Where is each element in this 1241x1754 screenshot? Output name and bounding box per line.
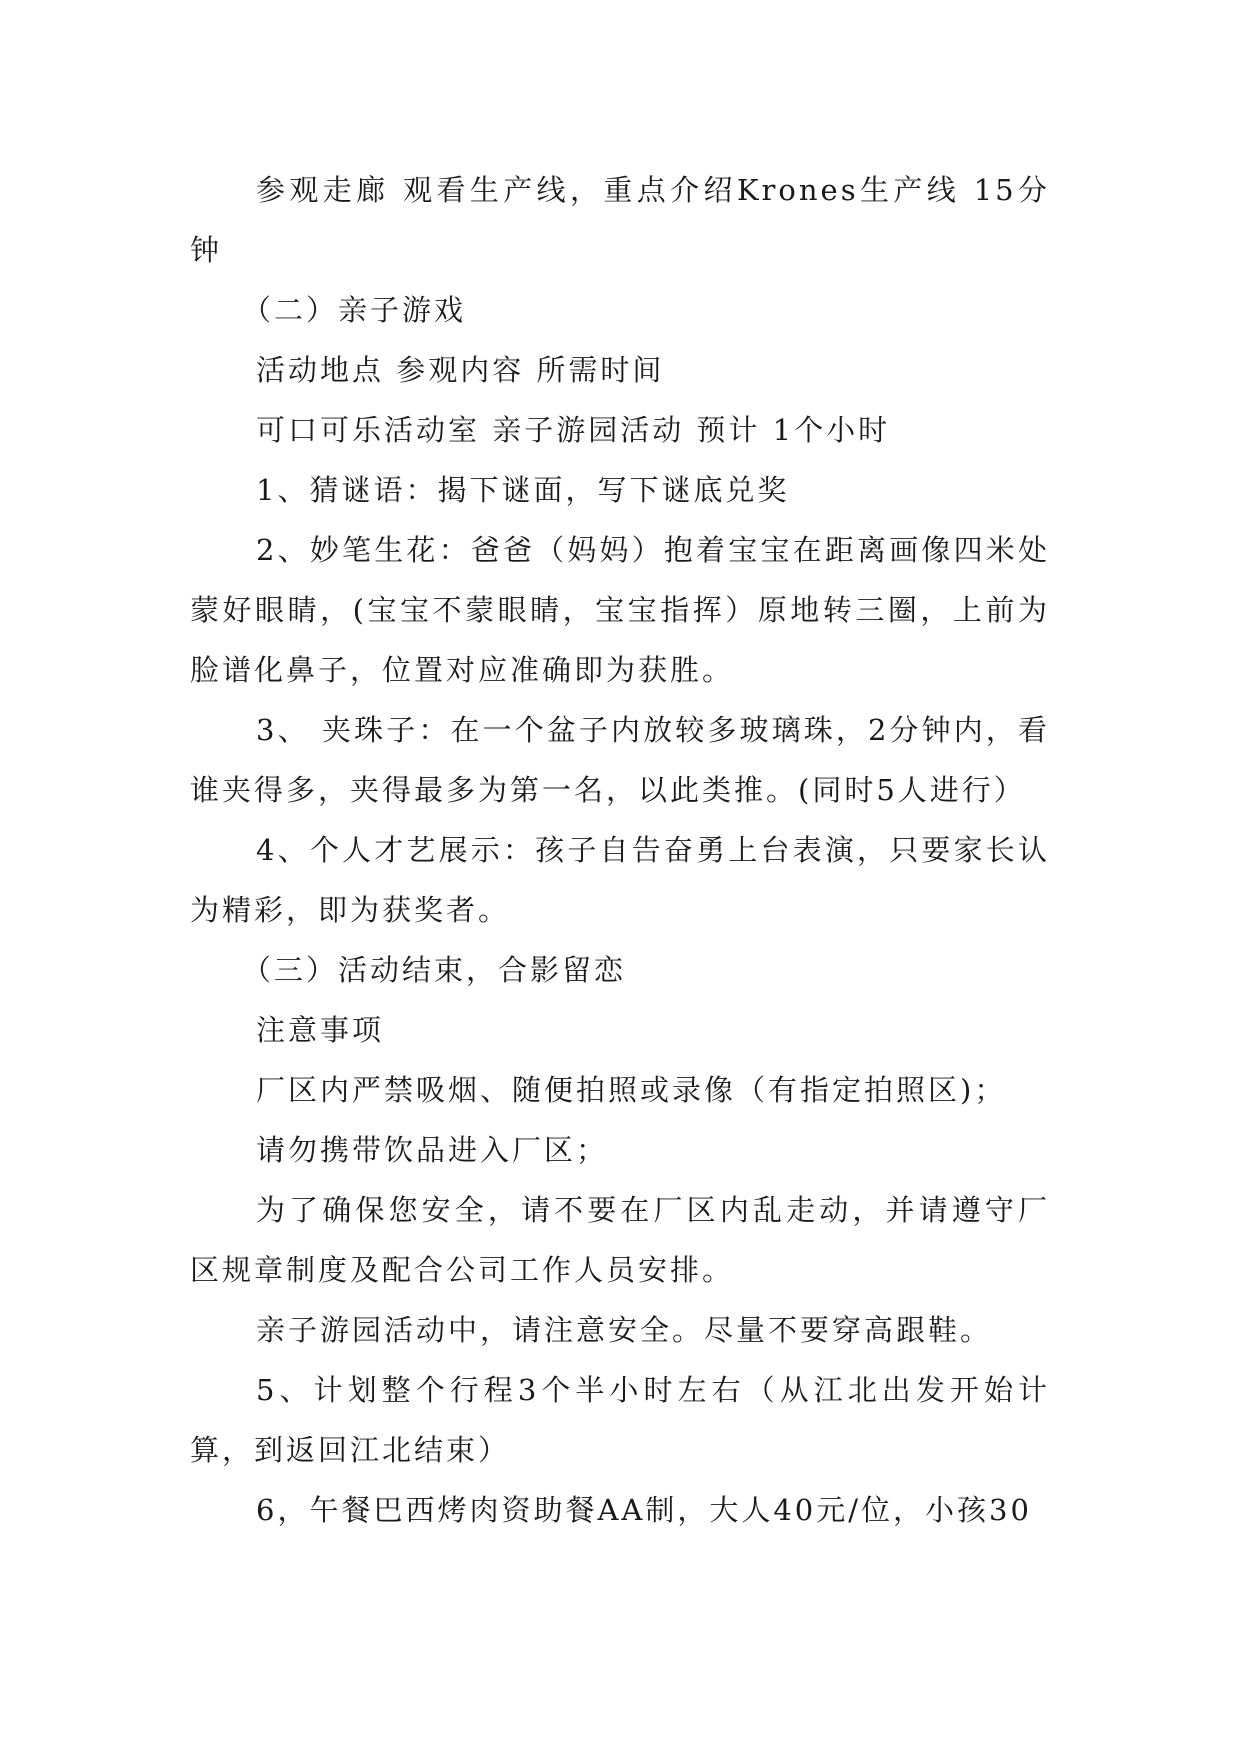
activity-table-header: 活动地点 参观内容 所需时间: [256, 353, 665, 387]
game-item-2: 2、妙笔生花：爸爸（妈妈）抱着宝宝在距离画像四米处蒙好眼睛，(宝宝不蒙眼睛，宝宝指挥）原地转三圈，上前为脸谱化鼻子，位置对应准确即为获胜。: [190, 533, 1050, 687]
game-item-1: 1、猜谜语：揭下谜面，写下谜底兑奖: [256, 473, 790, 507]
game-item-3: 3、 夹珠子：在一个盆子内放较多玻璃珠，2分钟内，看谁夹得多，夹得最多为第一名，以此类推。(同时5人进行）: [190, 713, 1050, 807]
note-item-4: 亲子游园活动中，请注意安全。尽量不要穿高跟鞋。: [256, 1313, 993, 1347]
game-item-4: 4、个人才艺展示：孩子自告奋勇上台表演，只要家长认为精彩，即为获奖者。: [190, 833, 1050, 927]
note-item-2: 请勿携带饮品进入厂区；: [256, 1133, 609, 1167]
note-item-3: 为了确保您安全，请不要在厂区内乱走动，并请遵守厂区规章制度及配合公司工作人员安排。: [190, 1193, 1050, 1287]
activity-table-row: 可口可乐活动室 亲子游园活动 预计 1个小时: [256, 413, 891, 447]
paragraph-tour-corridor: 参观走廊 观看生产线，重点介绍Krones生产线 15分钟: [190, 173, 1050, 267]
note-item-5: 5、计划整个行程3个半小时左右（从江北出发开始计算，到返回江北结束）: [190, 1373, 1050, 1467]
notes-heading: 注意事项: [256, 1013, 385, 1047]
section-3-heading: （三）活动结束，合影留恋: [242, 953, 627, 987]
note-item-6: 6，午餐巴西烤肉资助餐AA制，大人40元/位，小孩30: [256, 1493, 1032, 1527]
section-2-heading: （二）亲子游戏: [242, 293, 467, 327]
note-item-1: 厂区内严禁吸烟、随便拍照或录像（有指定拍照区)；: [256, 1073, 1007, 1107]
document-page: [190, 160, 1050, 1540]
